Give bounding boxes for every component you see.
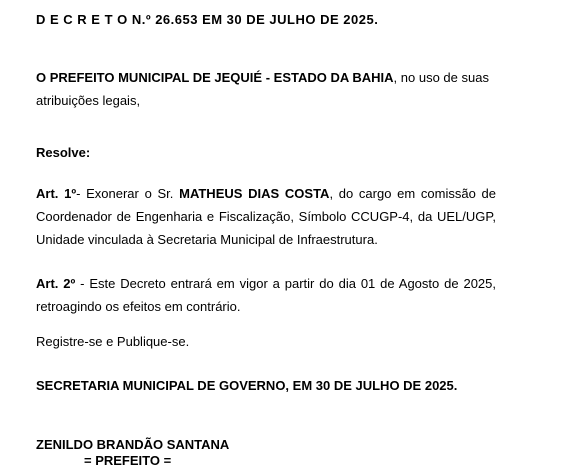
article-2-line-2: retroagindo os efeitos em contrário.: [36, 299, 241, 314]
preamble-line-1: [36, 70, 489, 86]
decree-title: D E C R E T O N.º 26.653 EM 30 DE JULHO DE 2025.: [36, 12, 379, 27]
resolve-label: Resolve:: [36, 145, 91, 160]
register-publish-text: Registre-se e Publique-se.: [36, 334, 190, 349]
article-1-line-1: Art. 1º- Exonerar o Sr. MATHEUS DIAS COSTA, do cargo em comissão de: [36, 186, 496, 201]
preamble-authority: O PREFEITO MUNICIPAL DE JEQUIÉ - ESTADO DA BAHIA: [36, 70, 394, 85]
article-2-line-1: Art. 2º - Este Decreto entrará em vigor a partir do dia 01 de Agosto de 2025,: [36, 276, 496, 291]
article-1: [36, 182, 496, 251]
article-2-label: Art. 2º: [36, 276, 76, 291]
preamble-rest: , no uso de suas: [393, 70, 489, 85]
article-1-label: Art. 1º: [36, 186, 77, 201]
article-1-line-2: Coordenador de Engenharia e Fiscalização, Símbolo CCUGP-4, da UEL/UGP,: [36, 209, 496, 224]
signatory-role: = PREFEITO =: [84, 453, 172, 468]
preamble-line-2: atribuições legais,: [36, 93, 141, 108]
signatory-name: ZENILDO BRANDÃO SANTANA: [36, 437, 230, 452]
article-1-person-name: MATHEUS DIAS COSTA: [179, 186, 330, 201]
article-2: [36, 272, 496, 318]
article-1-line-3: Unidade vinculada à Secretaria Municipal de Infraestrutura.: [36, 232, 378, 247]
secretariat-date-line: SECRETARIA MUNICIPAL DE GOVERNO, EM 30 DE JULHO DE 2025.: [36, 378, 458, 393]
